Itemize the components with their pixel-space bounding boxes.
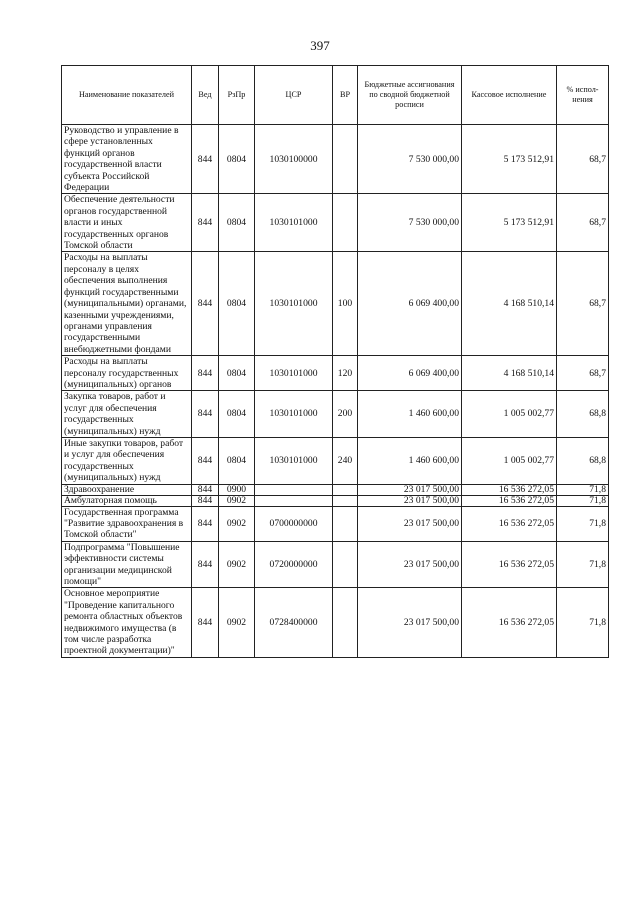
- row-assign: 23 017 500,00: [358, 506, 462, 541]
- table-row: [62, 437, 609, 484]
- table-row: [62, 484, 609, 495]
- table-row: [62, 125, 609, 194]
- header-ved: Вед: [192, 66, 219, 125]
- row-cash: 5 173 512,91: [462, 125, 557, 194]
- row-assign: 23 017 500,00: [358, 495, 462, 506]
- row-ved: 844: [192, 506, 219, 541]
- row-name: Подпрограмма "Повышение эффективности системы организации медицинской помощи": [62, 541, 192, 588]
- table-row: [62, 506, 609, 541]
- row-pct: 68,7: [557, 252, 609, 356]
- table-row: [62, 252, 609, 356]
- row-vr: 240: [333, 437, 358, 484]
- row-rzpr: 0804: [219, 437, 255, 484]
- row-csr: 0720000000: [255, 541, 333, 588]
- row-name: Иные закупки товаров, работ и услуг для обеспечения государственных (муниципальных) нужд: [62, 437, 192, 484]
- row-pct: 68,7: [557, 125, 609, 194]
- row-name: Государственная программа "Развитие здравоохранения в Томской области": [62, 506, 192, 541]
- row-csr: [255, 495, 333, 506]
- row-name: Руководство и управление в сфере установленных функций органов государственной власти субъекта Российской Федерации: [62, 125, 192, 194]
- row-rzpr: 0804: [219, 391, 255, 438]
- row-assign: 7 530 000,00: [358, 194, 462, 252]
- row-pct: 68,8: [557, 437, 609, 484]
- row-pct: 71,8: [557, 484, 609, 495]
- row-name: Основное мероприятие "Проведение капитального ремонта областных объектов недвижимого имущества (в том числе разработка проектной документации)": [62, 588, 192, 657]
- row-csr: 1030101000: [255, 356, 333, 391]
- row-vr: 100: [333, 252, 358, 356]
- row-ved: 844: [192, 391, 219, 438]
- row-ved: 844: [192, 484, 219, 495]
- row-ved: 844: [192, 437, 219, 484]
- row-name: Расходы на выплаты персоналу государственных (муниципальных) органов: [62, 356, 192, 391]
- row-assign: 6 069 400,00: [358, 252, 462, 356]
- row-vr: 200: [333, 391, 358, 438]
- table-row: [62, 356, 609, 391]
- row-name: Закупка товаров, работ и услуг для обеспечения государственных (муниципальных) нужд: [62, 391, 192, 438]
- row-cash: 4 168 510,14: [462, 252, 557, 356]
- row-cash: 16 536 272,05: [462, 588, 557, 657]
- row-csr: 0728400000: [255, 588, 333, 657]
- row-vr: [333, 495, 358, 506]
- row-rzpr: 0902: [219, 541, 255, 588]
- row-cash: 16 536 272,05: [462, 495, 557, 506]
- row-vr: [333, 506, 358, 541]
- header-assign: Бюджетные ассигнования по сводной бюджетной росписи: [358, 66, 462, 125]
- row-rzpr: 0804: [219, 194, 255, 252]
- row-assign: 23 017 500,00: [358, 541, 462, 588]
- row-cash: 16 536 272,05: [462, 484, 557, 495]
- row-vr: [333, 541, 358, 588]
- row-rzpr: 0902: [219, 495, 255, 506]
- header-csr: ЦСР: [255, 66, 333, 125]
- row-csr: 1030101000: [255, 252, 333, 356]
- header-name: Наименование показателей: [62, 66, 192, 125]
- page-number: 397: [310, 38, 330, 53]
- row-vr: [333, 484, 358, 495]
- row-assign: 23 017 500,00: [358, 484, 462, 495]
- row-name: Здравоохранение: [62, 484, 192, 495]
- row-csr: 1030101000: [255, 437, 333, 484]
- row-assign: 7 530 000,00: [358, 125, 462, 194]
- row-cash: 16 536 272,05: [462, 506, 557, 541]
- row-cash: 16 536 272,05: [462, 541, 557, 588]
- table-header-row: [62, 66, 609, 125]
- table-row: [62, 194, 609, 252]
- row-csr: 1030100000: [255, 125, 333, 194]
- row-name: Расходы на выплаты персоналу в целях обеспечения выполнения функций государственными (муниципальными) органами, казенными учреждениями, органами управления государственными внебюджетными фондами: [62, 252, 192, 356]
- header-cash: Кассовое исполнение: [462, 66, 557, 125]
- row-vr: 120: [333, 356, 358, 391]
- row-ved: 844: [192, 541, 219, 588]
- row-ved: 844: [192, 356, 219, 391]
- row-vr: [333, 194, 358, 252]
- row-rzpr: 0804: [219, 356, 255, 391]
- row-assign: 1 460 600,00: [358, 437, 462, 484]
- row-ved: 844: [192, 495, 219, 506]
- row-cash: 1 005 002,77: [462, 391, 557, 438]
- table-row: [62, 495, 609, 506]
- header-rzpr: РзПр: [219, 66, 255, 125]
- row-vr: [333, 588, 358, 657]
- row-assign: 23 017 500,00: [358, 588, 462, 657]
- row-pct: 68,7: [557, 356, 609, 391]
- row-csr: 0700000000: [255, 506, 333, 541]
- row-pct: 68,8: [557, 391, 609, 438]
- row-pct: 71,8: [557, 588, 609, 657]
- row-assign: 6 069 400,00: [358, 356, 462, 391]
- row-ved: 844: [192, 252, 219, 356]
- row-pct: 71,8: [557, 541, 609, 588]
- header-vr: ВР: [333, 66, 358, 125]
- header-pct: % испол-нения: [557, 66, 609, 125]
- row-rzpr: 0902: [219, 588, 255, 657]
- row-ved: 844: [192, 194, 219, 252]
- table-row: [62, 391, 609, 438]
- row-pct: 71,8: [557, 495, 609, 506]
- table-row: [62, 588, 609, 657]
- row-rzpr: 0804: [219, 125, 255, 194]
- row-cash: 1 005 002,77: [462, 437, 557, 484]
- row-csr: 1030101000: [255, 194, 333, 252]
- row-pct: 68,7: [557, 194, 609, 252]
- table-row: [62, 541, 609, 588]
- budget-execution-table: [61, 65, 609, 658]
- row-csr: [255, 484, 333, 495]
- row-ved: 844: [192, 125, 219, 194]
- row-ved: 844: [192, 588, 219, 657]
- row-rzpr: 0900: [219, 484, 255, 495]
- row-assign: 1 460 600,00: [358, 391, 462, 438]
- row-cash: 5 173 512,91: [462, 194, 557, 252]
- row-vr: [333, 125, 358, 194]
- row-rzpr: 0804: [219, 252, 255, 356]
- row-csr: 1030101000: [255, 391, 333, 438]
- row-name: Амбулаторная помощь: [62, 495, 192, 506]
- row-pct: 71,8: [557, 506, 609, 541]
- row-name: Обеспечение деятельности органов государственной власти и иных государственных органов Томской области: [62, 194, 192, 252]
- row-cash: 4 168 510,14: [462, 356, 557, 391]
- row-rzpr: 0902: [219, 506, 255, 541]
